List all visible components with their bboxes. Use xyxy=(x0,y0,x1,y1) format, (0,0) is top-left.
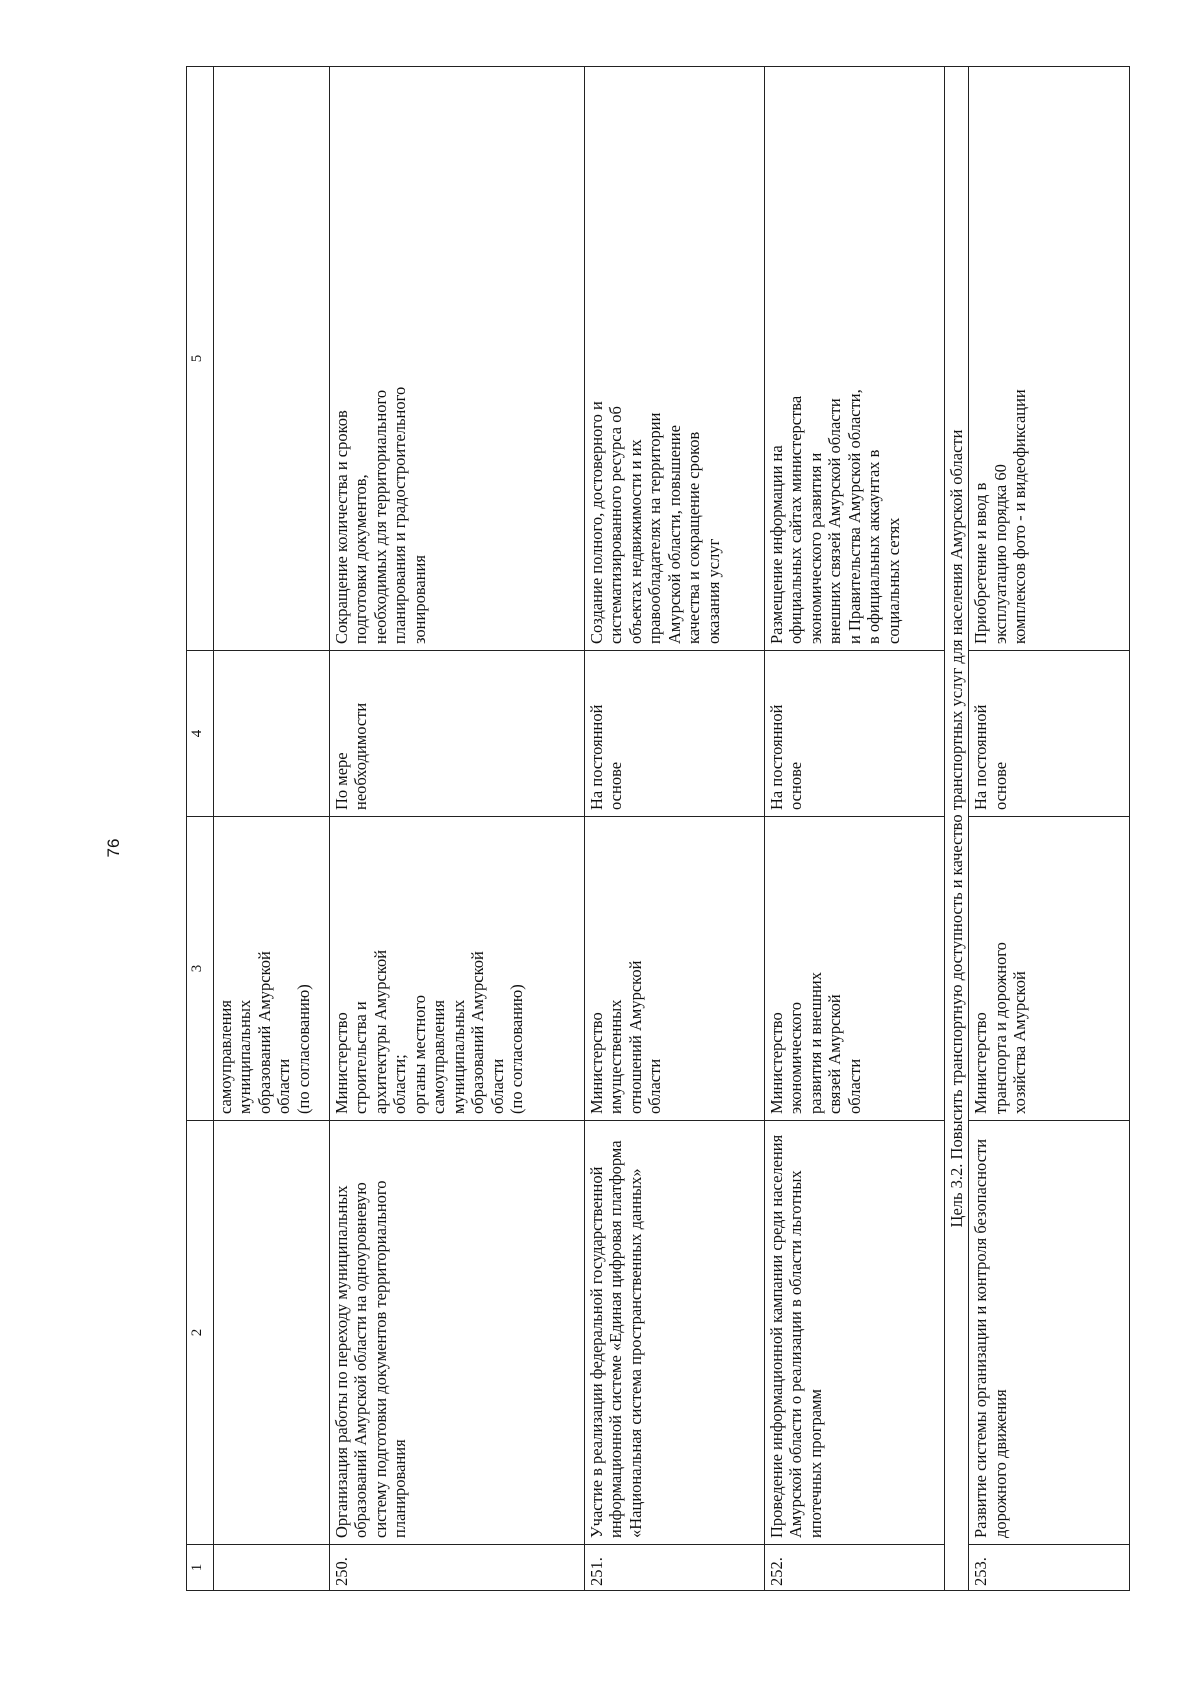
result-cell: Размещение информации на официальных сайтах министерства экономического развития и внешних связей Амурской области и Правительства Амурской области, в официальных аккаунтах в социальных сетях xyxy=(765,67,945,651)
column-number: 5 xyxy=(187,67,214,651)
column-number: 3 xyxy=(187,817,214,1121)
result-cell: Создание полного, достоверного и систематизированного ресурса об объектах недвижимости и их правообладателях на территории Амурской области, повышение качества и сокращение сроков оказания услуг xyxy=(585,67,765,651)
continuation-row xyxy=(214,67,330,1591)
row-number-cell xyxy=(214,1545,330,1591)
executor-cell: Министерство экономического развития и внешних связей Амурской области xyxy=(765,817,945,1121)
measure-cell: Участие в реализации федеральной государственной информационной системе «Единая цифровая платформа «Национальная система пространственных данных» xyxy=(585,1121,765,1545)
result-cell xyxy=(214,67,330,651)
measure-cell: Развитие системы организации и контроля безопасности дорожного движения xyxy=(969,1121,1130,1545)
deadline-cell: На постоянной основе xyxy=(585,651,765,817)
column-number: 2 xyxy=(187,1121,214,1545)
executor-cell: самоуправления муниципальных образований Амурской области (по согласованию) xyxy=(214,817,330,1121)
row-number-cell: 253. xyxy=(969,1545,1130,1591)
row-number-cell: 251. xyxy=(585,1545,765,1591)
page-number: 76 xyxy=(104,838,123,858)
executor-cell: Министерство строительства и архитектуры Амурской области; органы местного самоуправления муниципальных образований Амурской области (по согласованию) xyxy=(330,817,585,1121)
measure-cell: Проведение информационной кампании среди населения Амурской области о реализации в области льготных ипотечных программ xyxy=(765,1121,945,1545)
goal-heading: Цель 3.2. Повысить транспортную доступность и качество транспортных услуг для населения Амурской области xyxy=(945,67,969,1591)
deadline-cell: По мере необходимости xyxy=(330,651,585,817)
deadline-cell: На постоянной основе xyxy=(969,651,1130,817)
executor-cell: Министерство транспорта и дорожного хозяйства Амурской xyxy=(969,817,1130,1121)
deadline-cell: На постоянной основе xyxy=(765,651,945,817)
table-row xyxy=(585,67,765,1591)
column-number-row xyxy=(187,67,214,1591)
row-number-cell: 250. xyxy=(330,1545,585,1591)
result-cell: Сокращение количества и сроков подготовки документов, необходимых для территориального планирования и градостроительного зонирования xyxy=(330,67,585,651)
result-cell: Приобретение и ввод в эксплуатацию порядка 60 комплексов фото - и видеофиксации xyxy=(969,67,1130,651)
table-row xyxy=(765,67,945,1591)
row-number-cell: 252. xyxy=(765,1545,945,1591)
deadline-cell xyxy=(214,651,330,817)
table-row xyxy=(330,67,585,1591)
table-row xyxy=(969,67,1130,1591)
executor-cell: Министерство имущественных отношений Амурской области xyxy=(585,817,765,1121)
column-number: 1 xyxy=(187,1545,214,1591)
action-plan-table xyxy=(186,66,1130,1591)
column-number: 4 xyxy=(187,651,214,817)
rotated-table-frame xyxy=(186,67,1130,1591)
measure-cell xyxy=(214,1121,330,1545)
goal-heading-row xyxy=(945,67,969,1591)
measure-cell: Организация работы по переходу муниципальных образований Амурской области на одноуровневую систему подготовки документов территориального планирования xyxy=(330,1121,585,1545)
